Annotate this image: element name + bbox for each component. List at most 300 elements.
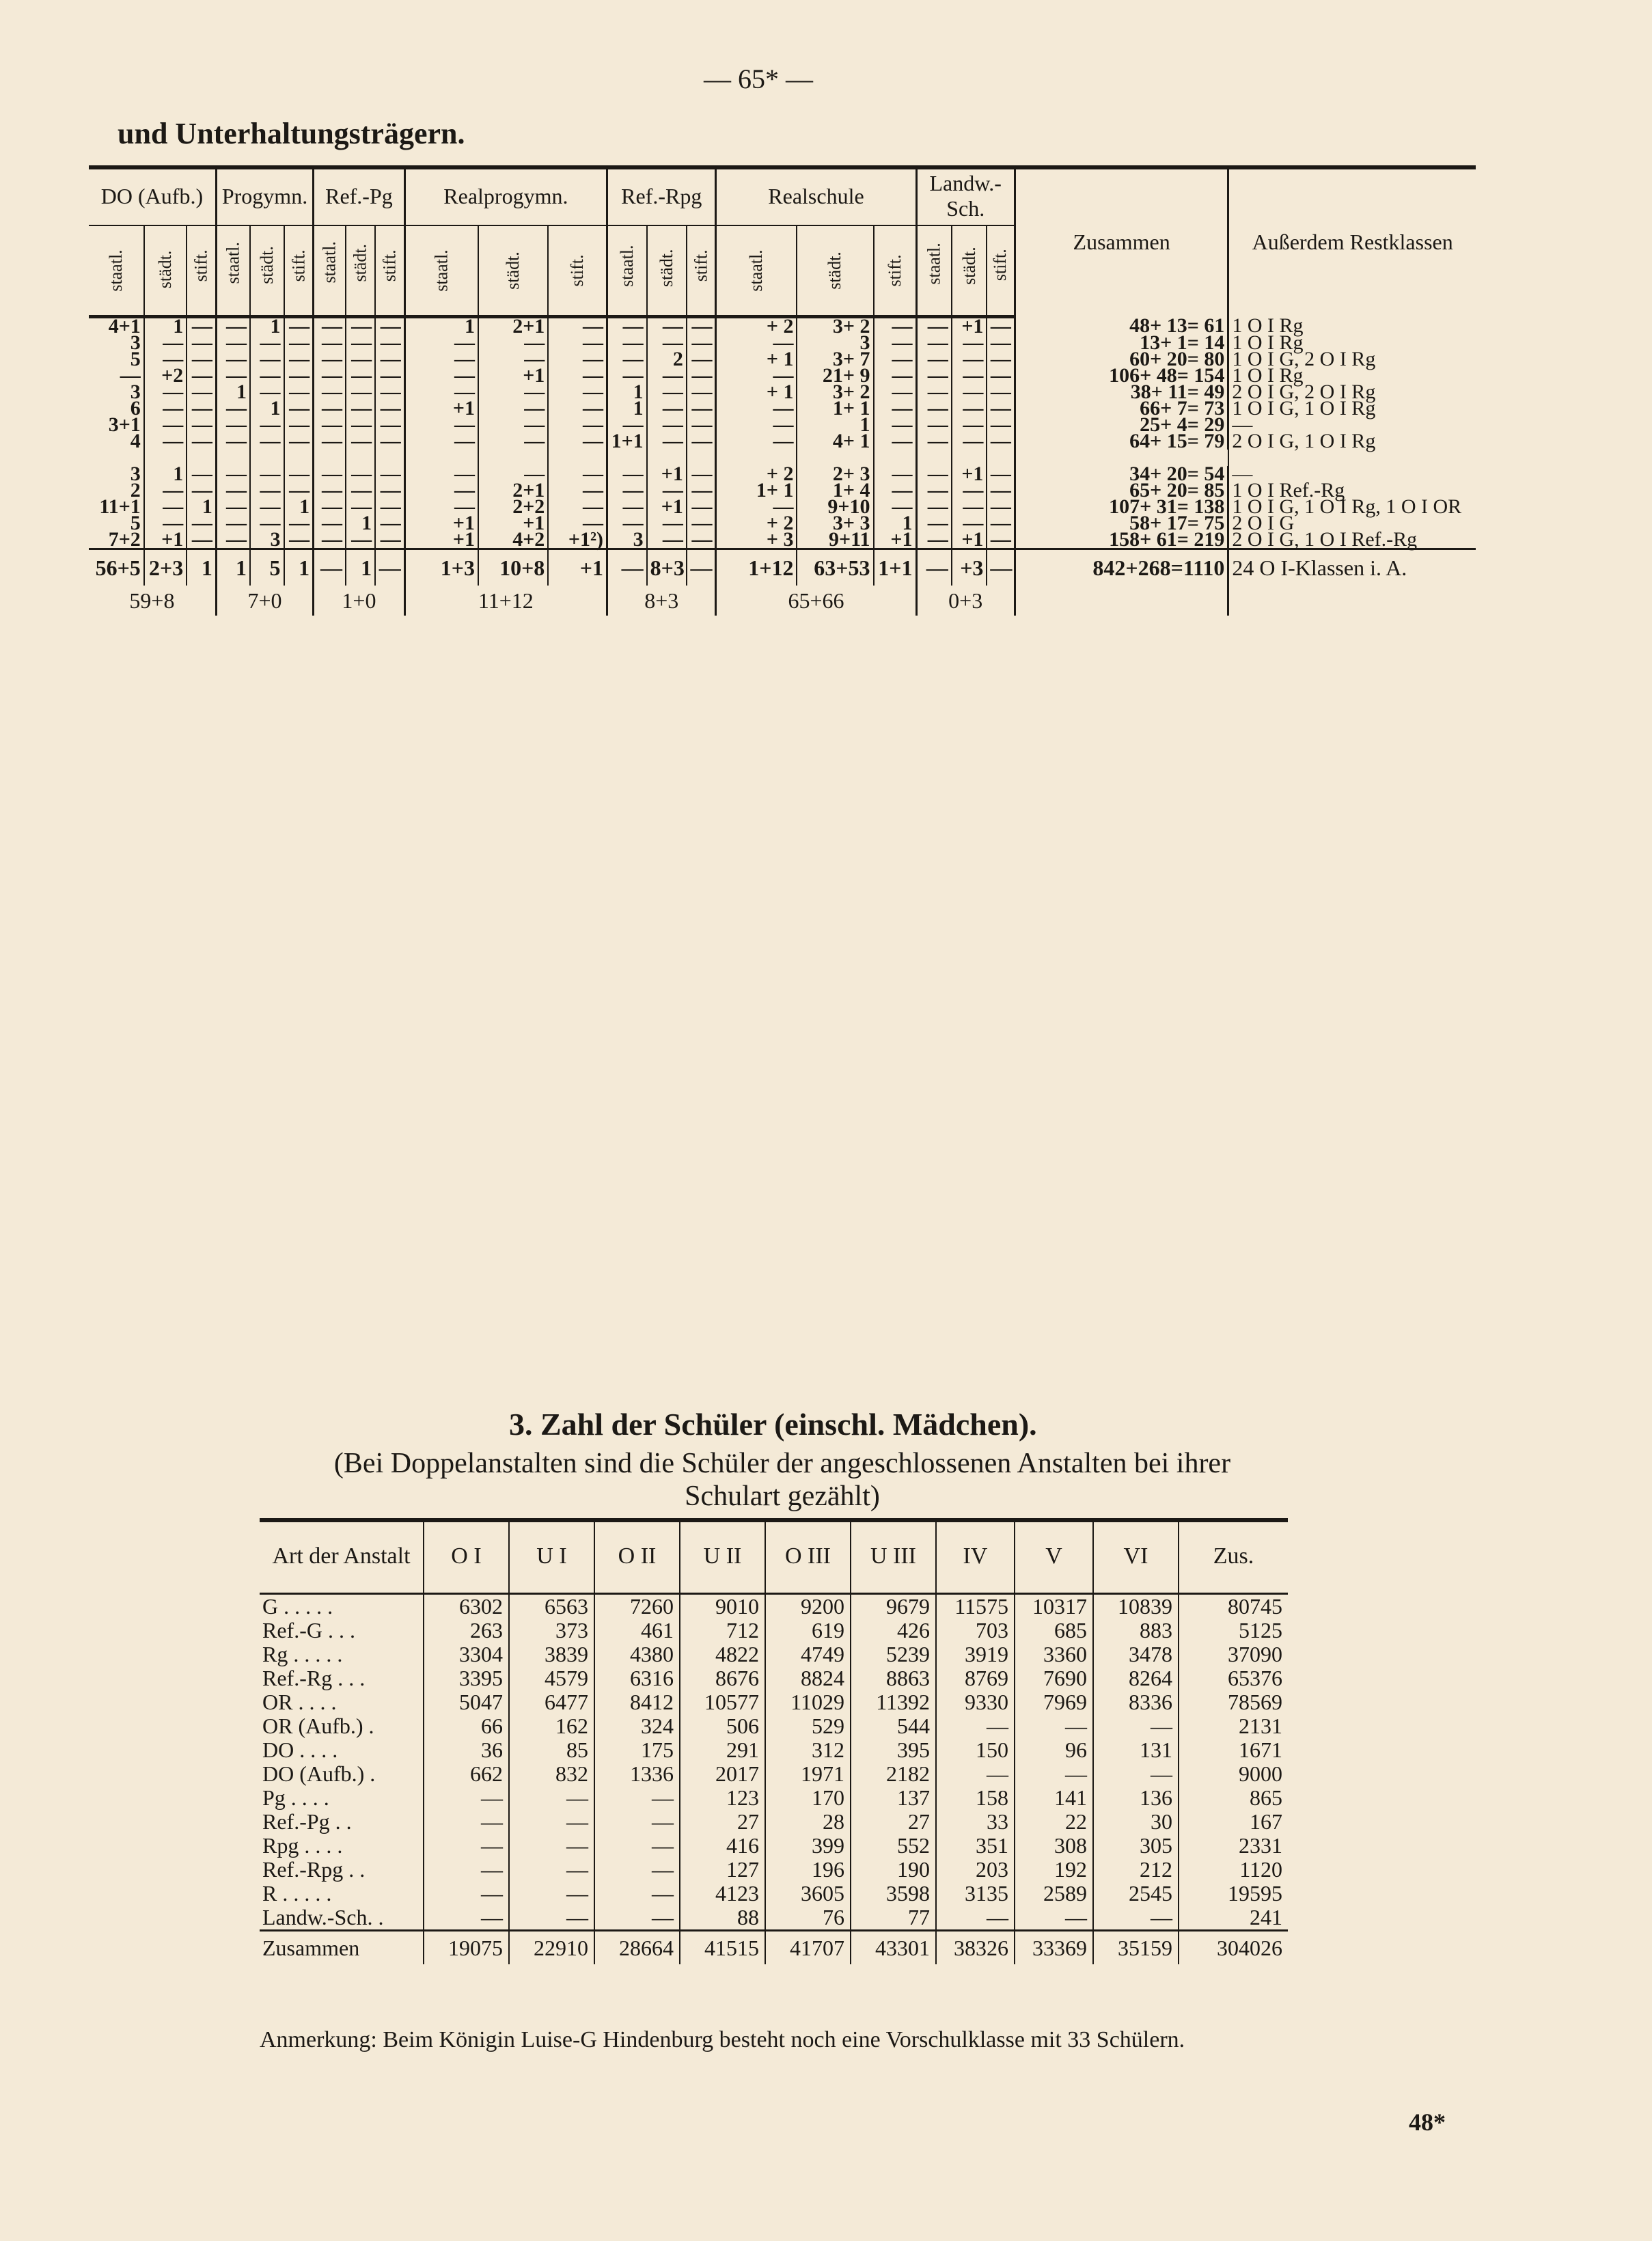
table-cell: 685	[1015, 1619, 1093, 1642]
table-cell: 263	[424, 1619, 509, 1642]
table-cell: 3+ 3	[797, 515, 873, 532]
table-cell: —	[607, 351, 647, 368]
table-cell: 8769	[936, 1666, 1015, 1690]
table-row	[260, 1858, 1288, 1882]
table-cell: 33369	[1015, 1931, 1093, 1965]
table-cell: 1	[607, 400, 647, 417]
table-cell: 9330	[936, 1690, 1015, 1714]
table-cell: —	[509, 1858, 594, 1882]
table-cell: —	[284, 532, 314, 549]
table-cell: 3395	[424, 1666, 509, 1690]
sub-header	[216, 225, 250, 317]
table-cell: —	[916, 482, 952, 499]
table-cell: —	[346, 499, 375, 515]
table-cell: —	[509, 1882, 594, 1906]
table-cell: —	[687, 351, 716, 368]
section3-subtitle: (Bei Doppelanstalten sind die Schüler der angeschlossenen Anstalten bei ihrer Schulart gezählt)	[333, 1448, 1231, 1512]
table-cell: 77	[851, 1906, 936, 1931]
row-label: DO (Aufb.) .	[260, 1762, 424, 1786]
page-number: — 65* —	[704, 64, 813, 94]
column-header: U III	[851, 1520, 936, 1594]
total-row	[260, 1931, 1288, 1965]
table-cell: —	[424, 1906, 509, 1931]
table-cell: —	[314, 351, 346, 368]
table-cell: 1	[144, 466, 187, 482]
table-cell: 2182	[851, 1762, 936, 1786]
table-cell: 8336	[1093, 1690, 1179, 1714]
table-cell: 1+1	[607, 433, 647, 450]
section3-title: 3. Zahl der Schüler (einschl. Mädchen).	[509, 1407, 1037, 1442]
sub-header-label: stift.	[288, 249, 308, 282]
table-cell: —	[216, 351, 250, 368]
table-cell: —	[607, 335, 647, 351]
sub-header-label: städt.	[503, 251, 523, 290]
table-cell: —	[216, 466, 250, 482]
sub-header	[250, 225, 284, 317]
table-row	[89, 433, 1476, 450]
table-cell: 162	[509, 1714, 594, 1738]
sub-header-label: städt.	[959, 247, 979, 285]
table-cell: 1971	[765, 1762, 851, 1786]
table-cell: —	[404, 433, 478, 450]
table-cell: +1	[144, 532, 187, 549]
sub-header-label: stift.	[191, 249, 211, 282]
table-cell: 19595	[1228, 1881, 1282, 1906]
table-cell: 136	[1093, 1786, 1179, 1810]
table-cell: —	[404, 384, 478, 400]
table-cell: —	[594, 1786, 680, 1810]
table-cell: —	[874, 351, 917, 368]
table-cell: 150	[936, 1738, 1015, 1762]
table-cell: —	[216, 417, 250, 433]
pair-total: 8+3	[607, 586, 716, 616]
table-cell: —	[314, 384, 346, 400]
table-cell: 41707	[765, 1931, 851, 1965]
table-cell: —	[187, 335, 216, 351]
table-cell: 2589	[1015, 1882, 1093, 1906]
table-cell: 1 O I Rg	[1232, 364, 1304, 387]
table-cell: 9+11	[797, 532, 873, 549]
table-cell: —	[916, 466, 952, 482]
table-cell: 3	[89, 384, 144, 400]
table-cell: 506	[680, 1714, 765, 1738]
table-cell: +1	[952, 317, 987, 335]
table-cell: —	[404, 351, 478, 368]
table-cell: —	[89, 368, 144, 384]
table-cell: —	[284, 433, 314, 450]
group-header: Ref.-Pg	[314, 167, 405, 225]
table-cell: —	[144, 499, 187, 515]
table-cell: 2545	[1093, 1882, 1179, 1906]
table-cell: 5239	[851, 1642, 936, 1666]
table-cell: 3360	[1015, 1642, 1093, 1666]
table-cell: —	[216, 532, 250, 549]
table-cell: 41515	[680, 1931, 765, 1965]
table-cell: —	[548, 368, 607, 384]
table-cell: 1336	[594, 1762, 680, 1786]
table-cell: 2 O I G, 1 O I Ref.-Rg	[1232, 528, 1418, 551]
table-cell: +1	[478, 368, 548, 384]
table-cell: +1²)	[548, 532, 607, 549]
table-cell: 1+ 1	[716, 482, 797, 499]
table-cell: 1 O I G, 1 O I Rg	[1232, 397, 1376, 420]
table-cell: —	[1015, 1762, 1093, 1786]
table-cell: —	[987, 482, 1015, 499]
table-cell: + 2	[716, 466, 797, 482]
table-cell: 107+ 31= 138	[1015, 499, 1228, 515]
table-cell: 8412	[594, 1690, 680, 1714]
table-cell: —	[687, 482, 716, 499]
table-cell: —	[375, 433, 404, 450]
table-cell: 1+3	[404, 549, 478, 586]
table-cell: 8824	[765, 1666, 851, 1690]
table-cell: —	[647, 417, 687, 433]
table-cell: 6302	[424, 1594, 509, 1619]
table-cell: —	[548, 335, 607, 351]
table-cell: 3839	[509, 1642, 594, 1666]
table-cell: —	[375, 466, 404, 482]
table-cell: 175	[594, 1738, 680, 1762]
row-label: Ref.-G . . .	[260, 1619, 424, 1642]
table-cell: 196	[765, 1858, 851, 1882]
table-cell: 36	[424, 1738, 509, 1762]
table-cell: —	[1093, 1714, 1179, 1738]
table-cell: —	[607, 482, 647, 499]
table-cell: 170	[765, 1786, 851, 1810]
table-cell: 63+53	[797, 549, 873, 586]
table-row	[260, 1810, 1288, 1834]
table-cell: —	[509, 1810, 594, 1834]
column-header: IV	[936, 1520, 1015, 1594]
table-cell: —	[987, 549, 1015, 586]
table-cell: —	[647, 384, 687, 400]
table-cell: —	[216, 515, 250, 532]
table-cell: 4822	[680, 1642, 765, 1666]
table-cell: 5	[89, 515, 144, 532]
table-cell: 324	[594, 1714, 680, 1738]
table-cell: 7+2	[89, 532, 144, 549]
table-cell: +1	[952, 466, 987, 482]
table-cell: +1	[404, 400, 478, 417]
table-cell: —	[509, 1906, 594, 1931]
table-cell: 9679	[851, 1594, 936, 1619]
table-cell: —	[314, 317, 346, 335]
group-header: Progymn.	[216, 167, 313, 225]
table-cell: —	[144, 482, 187, 499]
sub-header	[346, 225, 375, 317]
table-cell: 3	[89, 466, 144, 482]
table-cell: —	[314, 466, 346, 482]
table-cell: 2+2	[478, 499, 548, 515]
row-label: OR (Aufb.) .	[260, 1714, 424, 1738]
table-cell: 27	[851, 1810, 936, 1834]
table-cell: —	[404, 368, 478, 384]
table-cell: 24 O I-Klassen i. A.	[1228, 549, 1476, 586]
table-cell: 1	[187, 499, 216, 515]
table-cell: 19075	[424, 1931, 509, 1965]
table-cell: +1	[404, 515, 478, 532]
table-cell: 6316	[594, 1666, 680, 1690]
table-cell: 35159	[1093, 1931, 1179, 1965]
sub-header-label: staatl.	[223, 242, 243, 284]
table-cell: 167	[1250, 1809, 1282, 1834]
table-cell: —	[424, 1810, 509, 1834]
table-cell: —	[916, 549, 952, 586]
table-cell: —	[987, 384, 1015, 400]
table-cell: —	[346, 384, 375, 400]
table-cell: —	[987, 515, 1015, 532]
group-header: DO (Aufb.)	[89, 167, 216, 225]
table-cell: —	[874, 466, 917, 482]
table-cell: —	[1093, 1906, 1179, 1931]
table-cell: 4	[89, 433, 144, 450]
table-cell: —	[187, 351, 216, 368]
table-cell: 9000	[1239, 1761, 1282, 1786]
table-cell: 2+3	[144, 549, 187, 586]
table-cell: 1+ 4	[797, 482, 873, 499]
table-cell: +1	[647, 499, 687, 515]
table-cell: —	[314, 482, 346, 499]
table-cell: —	[375, 400, 404, 417]
table-cell: —	[548, 384, 607, 400]
table-cell: 842+268=1110	[1015, 549, 1228, 586]
table-cell: 123	[680, 1786, 765, 1810]
table-cell: +2	[144, 368, 187, 384]
table-cell: —	[716, 368, 797, 384]
sub-header-label: städt.	[155, 250, 176, 289]
table-cell: —	[1232, 463, 1253, 485]
table-cell: —	[916, 400, 952, 417]
table-cell: —	[404, 499, 478, 515]
table-cell: —	[250, 335, 284, 351]
sub-header-label: stift.	[691, 249, 711, 282]
table-cell: 416	[680, 1834, 765, 1858]
table-cell: 1 O I Ref.-Rg	[1232, 479, 1345, 501]
table-cell: 1	[216, 384, 250, 400]
table-cell: —	[874, 499, 917, 515]
sub-header-label: staatl.	[616, 245, 637, 287]
pair-totals-row	[89, 586, 1476, 616]
table-cell: 1+12	[716, 549, 797, 586]
table-cell: 38326	[936, 1931, 1015, 1965]
table-cell: —	[284, 515, 314, 532]
table-cell: 25+ 4= 29	[1015, 417, 1228, 433]
table-cell: 308	[1015, 1834, 1093, 1858]
sub-header	[607, 225, 647, 317]
totals-row	[89, 549, 1476, 586]
table-cell: —	[284, 400, 314, 417]
group-header: Zusammen	[1015, 167, 1228, 317]
table-cell: —	[916, 433, 952, 450]
sub-header	[716, 225, 797, 317]
table-cell: 131	[1093, 1738, 1179, 1762]
page-heading: und Unterhaltungsträgern.	[118, 117, 465, 150]
table-cell: —	[916, 532, 952, 549]
table-cell: —	[346, 317, 375, 335]
table-cell: —	[716, 335, 797, 351]
table-cell: —	[375, 368, 404, 384]
table-cell: 5047	[424, 1690, 509, 1714]
row-label: Ref.-Pg . .	[260, 1810, 424, 1834]
table-cell: —	[594, 1906, 680, 1931]
table-cell: 28	[765, 1810, 851, 1834]
table-cell: 1	[284, 549, 314, 586]
table-cell: —	[314, 417, 346, 433]
sub-header	[314, 225, 346, 317]
column-header: O III	[765, 1520, 851, 1594]
row-label: Landw.-Sch. .	[260, 1906, 424, 1931]
sub-header-label: städt.	[825, 251, 845, 290]
table-cell: —	[987, 317, 1015, 335]
table-cell: —	[346, 482, 375, 499]
table-cell: 832	[509, 1762, 594, 1786]
table-cell: 38+ 11= 49	[1015, 384, 1228, 400]
sub-header-label: staatl.	[431, 249, 452, 292]
table-cell: 60+ 20= 80	[1015, 351, 1228, 368]
table-cell: 2 O I G, 1 O I Rg	[1232, 430, 1376, 452]
table-cell: 1+ 1	[797, 400, 873, 417]
table-row	[260, 1619, 1288, 1642]
group-header: Ref.-Rpg	[607, 167, 716, 225]
table-cell: —	[936, 1714, 1015, 1738]
table-cell: —	[346, 351, 375, 368]
sub-header	[548, 225, 607, 317]
table-cell: —	[216, 482, 250, 499]
table-cell: —	[716, 400, 797, 417]
sub-header-label: staatl.	[924, 243, 944, 285]
sub-header-label: staatl.	[319, 241, 340, 284]
table-cell: 9+10	[797, 499, 873, 515]
row-label: R . . . . .	[260, 1882, 424, 1906]
table-cell: 351	[936, 1834, 1015, 1858]
table-cell: —	[916, 499, 952, 515]
table-cell: 544	[851, 1714, 936, 1738]
table-cell: —	[346, 335, 375, 351]
table-cell: —	[687, 433, 716, 450]
table-cell: —	[216, 433, 250, 450]
table-cell: 5	[89, 351, 144, 368]
table-cell: —	[987, 433, 1015, 450]
table-cell: —	[478, 351, 548, 368]
table-cell: 8264	[1093, 1666, 1179, 1690]
table-cell: —	[607, 549, 647, 586]
table-cell: —	[144, 400, 187, 417]
table-cell: 141	[1015, 1786, 1093, 1810]
table-cell: —	[687, 317, 716, 335]
table-cell: 6477	[509, 1690, 594, 1714]
table-row	[260, 1642, 1288, 1666]
table-row	[260, 1666, 1288, 1690]
table-cell: —	[987, 351, 1015, 368]
table-cell: —	[284, 351, 314, 368]
table-cell: 1	[346, 515, 375, 532]
table-cell: —	[874, 417, 917, 433]
table-cell: —	[952, 384, 987, 400]
table-cell: —	[874, 433, 917, 450]
table-cell: 7969	[1015, 1690, 1093, 1714]
table-cell: 4123	[680, 1882, 765, 1906]
table-cell: 3	[797, 335, 873, 351]
table-cell: —	[687, 368, 716, 384]
table-cell: 5125	[1239, 1618, 1282, 1642]
table-cell: —	[375, 499, 404, 515]
table-cell: —	[187, 482, 216, 499]
table-cell: +1	[548, 549, 607, 586]
table-cell: —	[424, 1786, 509, 1810]
table-cell: 7260	[594, 1594, 680, 1619]
table-cell: 66+ 7= 73	[1015, 400, 1228, 417]
table-cell: —	[250, 417, 284, 433]
table-cell: —	[952, 417, 987, 433]
column-header: Zus.	[1179, 1520, 1288, 1594]
sub-header	[647, 225, 687, 317]
table-cell: —	[952, 499, 987, 515]
table-cell: —	[916, 335, 952, 351]
table-cell: —	[987, 400, 1015, 417]
table-cell: 106+ 48= 154	[1015, 368, 1228, 384]
sub-header	[89, 225, 144, 317]
table-cell: —	[284, 335, 314, 351]
table-cell: 1 O I Rg	[1232, 331, 1304, 354]
table-cell: 619	[765, 1619, 851, 1642]
table-cell: —	[548, 400, 607, 417]
table-cell: —	[314, 549, 346, 586]
table-cell: 1	[404, 317, 478, 335]
table-cell: 3919	[936, 1642, 1015, 1666]
sub-header	[478, 225, 548, 317]
table-cell: —	[687, 499, 716, 515]
table-cell: +1	[647, 466, 687, 482]
pair-total: 0+3	[916, 586, 1015, 616]
table-cell: 304026	[1179, 1931, 1288, 1965]
column-header: U I	[509, 1520, 594, 1594]
table-cell: —	[375, 417, 404, 433]
table-cell: —	[607, 368, 647, 384]
table-cell: —	[987, 499, 1015, 515]
table-cell: —	[284, 417, 314, 433]
sub-header-label: staatl.	[105, 249, 126, 292]
table-cell: —	[346, 400, 375, 417]
table-cell: —	[375, 335, 404, 351]
table-cell: —	[647, 482, 687, 499]
table-cell: —	[952, 351, 987, 368]
table-cell: 96	[1015, 1738, 1093, 1762]
table-cell: 1	[144, 317, 187, 335]
table-cell: —	[874, 368, 917, 384]
table-cell: 2+1	[478, 482, 548, 499]
sub-header	[687, 225, 716, 317]
table-cell: 27	[680, 1810, 765, 1834]
row-label: Rpg . . . .	[260, 1834, 424, 1858]
table-cell: 552	[851, 1834, 936, 1858]
sub-header	[987, 225, 1015, 317]
table-cell: 865	[1250, 1785, 1282, 1810]
table-cell: 1 O I G, 2 O I Rg	[1232, 348, 1376, 370]
table-cell: —	[594, 1834, 680, 1858]
table-cell: —	[144, 433, 187, 450]
table-cell: —	[647, 400, 687, 417]
table-cell: —	[375, 515, 404, 532]
table-cell: —	[594, 1858, 680, 1882]
table-cell: 4380	[594, 1642, 680, 1666]
table-cell: 4579	[509, 1666, 594, 1690]
column-header: Art der Anstalt	[260, 1520, 424, 1594]
table-cell: 10839	[1093, 1594, 1179, 1619]
table-cell: —	[874, 400, 917, 417]
table-cell: 662	[424, 1762, 509, 1786]
table-row	[260, 1714, 1288, 1738]
table-cell: —	[874, 317, 917, 335]
